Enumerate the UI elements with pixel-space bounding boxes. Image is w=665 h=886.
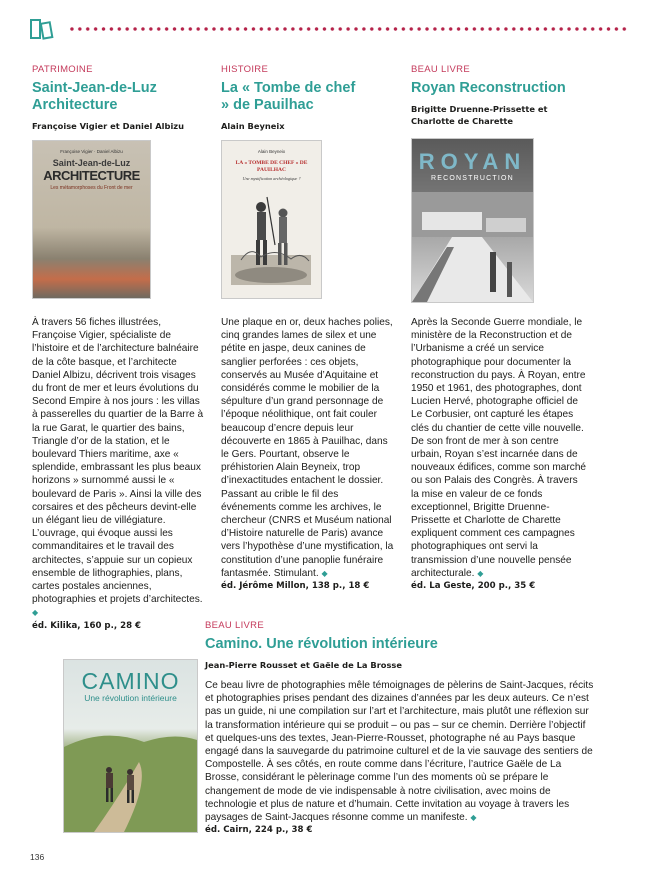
dotted-rule xyxy=(68,27,628,31)
cover-authors: Françoise Vigier · Daniel Albizu xyxy=(60,149,123,154)
review-text: À travers 56 fiches illustrées, Françoise Vigier, spécialiste de l’histoire et de l’architecture balnéaire de la côte basque, et l’architecte Daniel Albizu, décrivent trois visages du front de mer et leurs évolutions du Second Empire à nos jours : les villas à passerelles du quartier de la Barre à la rue Garat, le quartier des bains, Triangle d’or de la station, et le boulevard Thiers maritime, axe « splendide, embrassant les plus beaux horizons » surnommé aussi le « boulevard de Paris ». Ainsi la ville des corsaires et des pêcheurs devint-elle un élégant lieu de villégiature. L’ouvrage, qui évoque aussi les commanditaires et le travail des architectes, s’appuie sur un copieux ensemble de lithographies, plans, cartes postales anciennes, photographies et projets d’architectes. ◆ éd. Kilika, 160 p., 28 € xyxy=(32,316,206,633)
cover-title-main: ARCHITECTURE xyxy=(43,168,140,183)
review-author: Brigitte Druenne-Prissette et Charlotte de Charette xyxy=(411,104,548,126)
cover-subtitle: Une mystification archéologique ? xyxy=(242,176,301,181)
category-label: BEAU LIVRE xyxy=(411,64,470,75)
diamond-icon: ◆ xyxy=(477,568,484,578)
cover-engraving xyxy=(231,185,311,285)
publisher-info: éd. La Geste, 200 p., 35 € xyxy=(411,581,536,592)
review-text: Après la Seconde Guerre mondiale, le ministère de la Reconstruction et de l’Urbanisme a créé un service photographique pour documenter la reconstruction du pays. À Royan, entre 1950 et 1961, des photographes, dont Lucien Hervé, photographe officiel de Le Corbusier, ont capturé les étapes clés du chantier de cette ville nouvelle. De son front de mer à son centre urbain, Royan s’est incarnée dans de nouveaux édifices, comme son marché ou son Palais des Congrès. À travers la mise en valeur de ce fonds exceptionnel, Brigitte Druenne-Prissette et Charlotte de Charette expliquent comment ces campagnes photographiques ont servi la transmission d’une nouvelle pensée architecturale. ◆ éd. La Geste, 200 p., 35 € xyxy=(411,316,587,593)
category-label: BEAU LIVRE xyxy=(205,620,264,631)
cover-authors: Alain Beyneix xyxy=(257,149,286,154)
cover-title-main: CAMINO xyxy=(81,668,180,694)
review-title: La « Tombe de chef » de Pauilhac xyxy=(221,80,356,113)
publisher-info: éd. Jérôme Millon, 138 p., 18 € xyxy=(221,581,370,592)
category-label: PATRIMOINE xyxy=(32,64,93,75)
page-number: 136 xyxy=(30,852,45,862)
cover-subtitle: Les métamorphoses du Front de mer xyxy=(50,185,133,191)
publisher-info: éd. Kilika, 160 p., 28 € xyxy=(32,620,142,631)
cover-subtitle: RECONSTRUCTION xyxy=(431,175,514,182)
book-cover-camino xyxy=(63,659,198,833)
header-bar xyxy=(30,18,640,42)
review-text: Une plaque en or, deux haches polies, cinq grandes lames de silex et une pétite en jaspe, deux canines de sanglier perforées : ces objets, conservés au Musée d’Aquitaine et considérés comme le mobilier de la sépulture d’un grand personnage de l’époque néolithique, ont fait couler beaucoup d’encre depuis leur découverte en 1865 à Pauilhac, dans le Gers. Pourtant, observe le préhistorien Alain Beyneix, trop d’inexactitudes entachent le dossier. Passant au crible le fil des événements comme les archives, le chercheur (CNRS et Muséum national d’Histoire naturelle de Paris) avance vers l’hypothèse d’une mystification, la constitution d’une panoplie funéraire fantasmée. Stimulant. ◆ éd. Jérôme Millon, 138 p., 18 € xyxy=(221,316,395,593)
diamond-icon: ◆ xyxy=(321,568,328,578)
book-logo-icon xyxy=(30,18,54,40)
book-cover-pauilhac xyxy=(221,140,322,299)
diamond-icon: ◆ xyxy=(32,608,39,618)
review-camino xyxy=(205,620,595,837)
cover-title-main: LA « TOMBE DE CHEF » DE PAUILHAC xyxy=(235,160,308,173)
cover-photo xyxy=(64,702,197,832)
cover-title-main: ROYAN xyxy=(418,149,527,174)
review-title: Royan Reconstruction xyxy=(411,80,566,96)
book-cover-saint-jean-de-luz xyxy=(32,140,151,299)
publisher-info: éd. Cairn, 224 p., 38 € xyxy=(205,825,313,836)
category-label: HISTOIRE xyxy=(221,64,269,75)
cover-photo xyxy=(412,192,533,302)
review-saint-jean-de-luz xyxy=(32,64,212,132)
diamond-icon: ◆ xyxy=(470,813,477,823)
review-author: Françoise Vigier et Daniel Albizu xyxy=(32,121,185,131)
cover-title-top: Saint-Jean-de-Luz xyxy=(52,158,131,168)
cover-subtitle: Une révolution intérieure xyxy=(84,693,177,703)
review-text: Ce beau livre de photographies mêle témoignages de pèlerins de Saint-Jacques, récits et photographies prises pendant des dizaines d’années par les deux auteurs. Ce n’est pas un guide, ni une compilation sur l’art et l’architecture, mais plutôt une réflexion sur la transformation intérieure qui se produit – ou pas – sur ce chemin. Derrière l’objectif et quelques-uns des textes, Jean-Pierre-Rousset, photographe né au Pays basque engagé dans la sauvegarde du patrimoine culturel et de la vie sauvage des sentiers de Compostelle. À ses côtés, en route comme dans l’écriture, l’autrice Gaële de La Brosse, considérant le pèlerinage comme l’un des moments où se prépare le changement de mode de vie indispensable à notre civilisation, avec moins de technologie et plus de nature et d’humain. Cette invitation au voyage à travers les paysages de Saint-Jacques résonne comme un manifeste. ◆ éd. Cairn, 224 p., 38 € xyxy=(205,679,595,837)
review-author: Alain Beyneix xyxy=(221,121,285,131)
review-author: Jean-Pierre Rousset et Gaële de La Brosse xyxy=(205,660,402,670)
review-title: Saint-Jean-de-Luz Architecture xyxy=(32,80,157,113)
review-royan xyxy=(411,64,591,127)
book-cover-royan xyxy=(411,138,534,303)
review-pauilhac xyxy=(221,64,401,132)
review-title: Camino. Une révolution intérieure xyxy=(205,636,438,652)
